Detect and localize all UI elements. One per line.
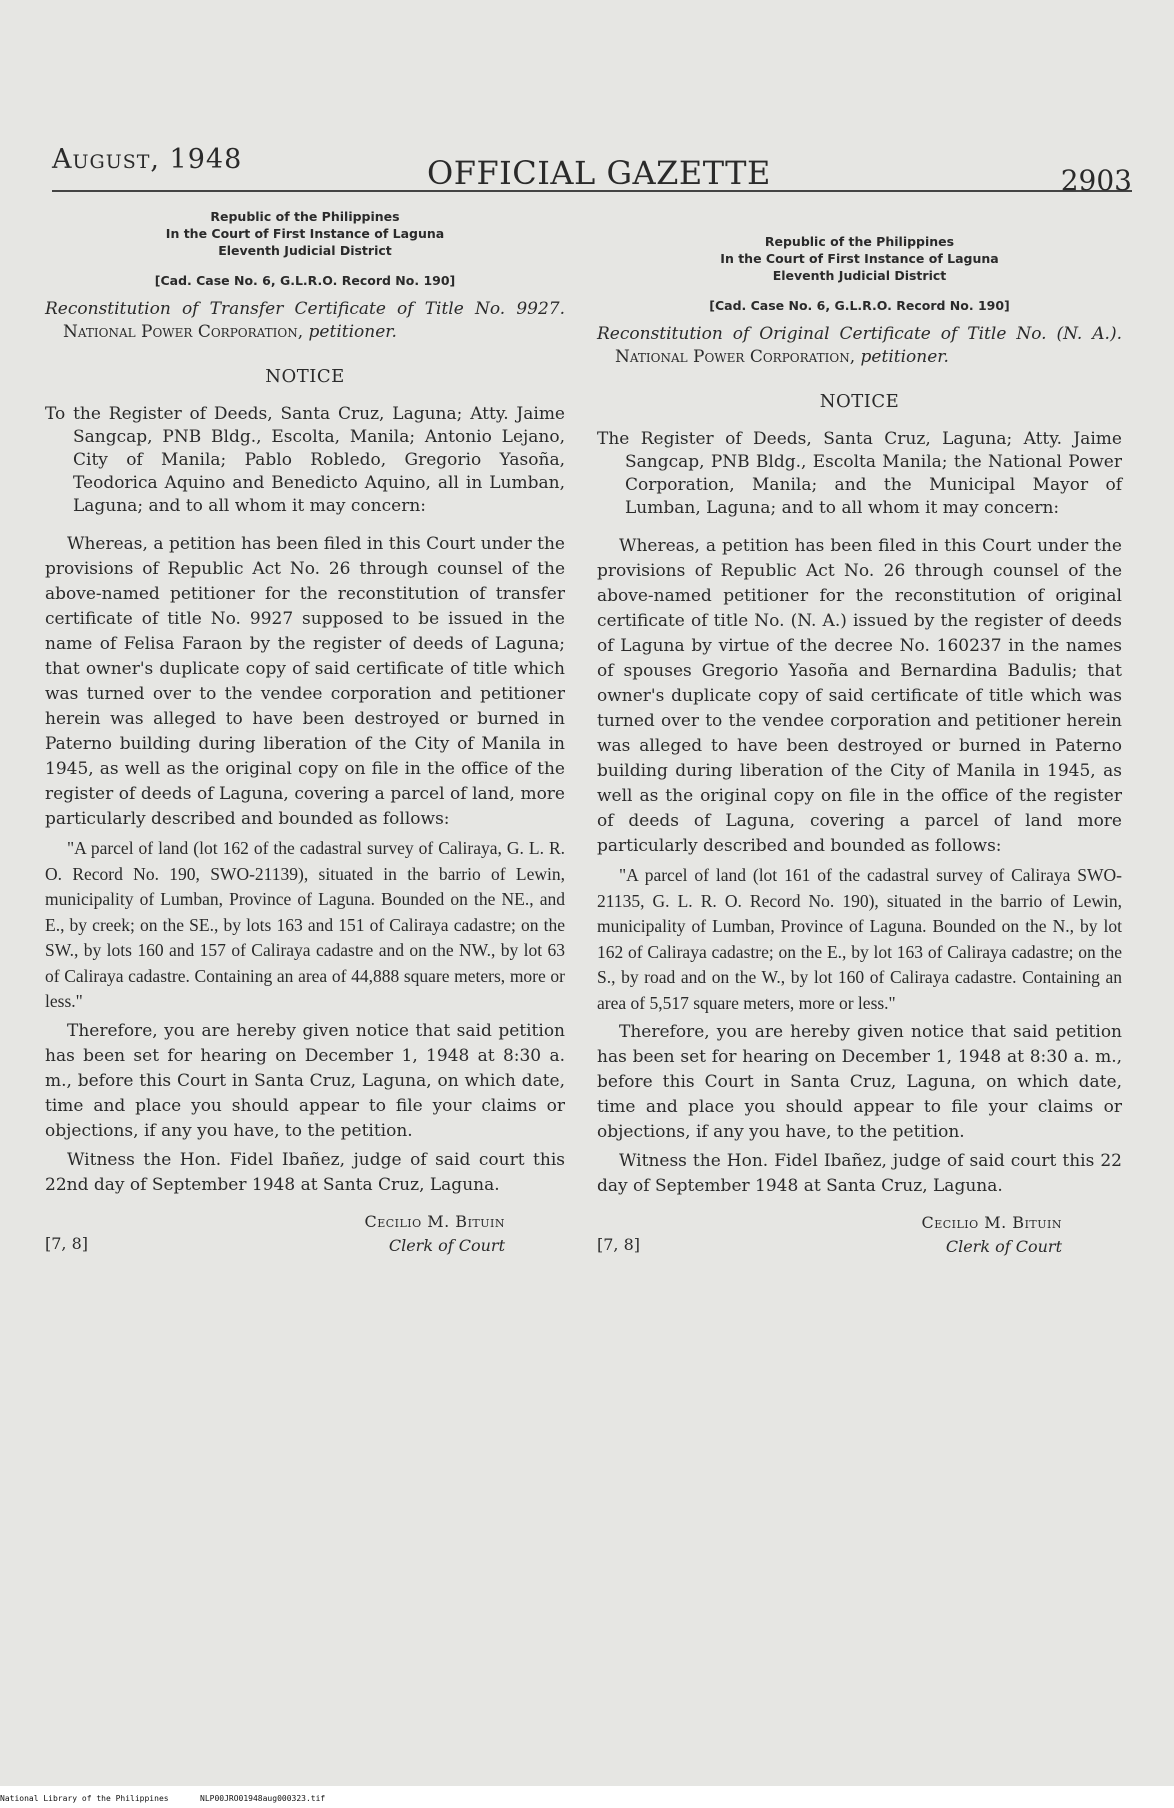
parcel-description: "A parcel of land (lot 161 of the cadastral survey of Caliraya SWO-21135, G. L. R. O. Record No. 190), situated in the barrio of Lewin, municipality of Lumban, Province of Laguna. Bounded on the N., by lot 162 of Caliraya cadastre; on the E., by lot 163 of Caliraya cadastre; on the S., by road and on the W., by lot 160 of Caliraya cadastre. Containing an area of 5,517 square meters, more or less." bbox=[597, 865, 1122, 1013]
whereas-paragraph: Whereas, a petition has been filed in this Court under the provisions of Republic Act No. 26 through counsel of the above-named petitioner for the reconstitution of transfer certificate of title No. 9927 supposed to be issued in the name of Felisa Faraon by the register of deeds of Laguna; that owner's duplicate copy of said certificate of title which was turned over to the vendee corporation and petitioner herein was alleged to have been destroyed or burned in Paterno building during liberation of the City of Manila in 1945, as well as the original copy on file in the office of the register of deeds of Laguna, covering a parcel of land, more particularly described and bounded as follows: bbox=[45, 534, 565, 829]
left-notice bbox=[45, 208, 565, 1268]
case-record: [Cad. Case No. 6, G.L.R.O. Record No. 190] bbox=[709, 298, 1010, 313]
notice-heading: NOTICE bbox=[819, 391, 900, 412]
court-caption bbox=[597, 233, 1122, 284]
petitioner-name: National Power Corporation, bbox=[63, 322, 304, 342]
hearing-paragraph: Therefore, you are hereby given notice that said petition has been set for hearing on December 1, 1948 at 8:30 a. m., before this Court in Santa Cruz, Laguna, on which date, time and place you should appear to file your claims or objections, if any you have, to the petition. bbox=[45, 1020, 565, 1141]
issue-reference: [7, 8] bbox=[597, 1235, 641, 1254]
court-line: Republic of the Philippines bbox=[210, 209, 400, 224]
court-caption bbox=[45, 208, 565, 259]
court-line: Republic of the Philippines bbox=[764, 234, 955, 249]
notice-heading: NOTICE bbox=[265, 366, 345, 387]
addressees: To the Register of Deeds, Santa Cruz, Laguna; Atty. Jaime Sangcap, PNB Bldg., Escolta, Manila; Antonio Lejano, City of Manila; Pablo Robledo, Gregorio Yasoña, Teodorica Aquino and Benedicto Aquino, all in Lumban, Laguna; and to all whom it may concern: bbox=[45, 404, 565, 516]
signatory-name: Cecilio M. Bituin bbox=[364, 1211, 505, 1231]
witness-paragraph: Witness the Hon. Fidel Ibañez, judge of said court this 22 day of September 1948 at Santa Cruz, Laguna. bbox=[597, 1151, 1122, 1196]
signatory-name: Cecilio M. Bituin bbox=[921, 1213, 1062, 1232]
case-title-text: Reconstitution of Transfer Certificate of Title No. 9927. bbox=[45, 299, 565, 319]
hearing-paragraph: Therefore, you are hereby given notice that said petition has been set for hearing on December 1, 1948 at 8:30 a. m., before this Court in Santa Cruz, Laguna, on which date, time and place you should appear to file your claims or objections, if any you have, to the petition. bbox=[597, 1022, 1122, 1142]
court-line: Eleventh Judicial District bbox=[772, 268, 947, 283]
signature-block bbox=[45, 1212, 565, 1268]
petitioner-name: National Power Corporation, bbox=[615, 347, 856, 367]
issue-date: August, 1948 bbox=[52, 144, 243, 175]
court-line: In the Court of First Instance of Laguna bbox=[165, 226, 445, 241]
petitioner-role: petitioner. bbox=[860, 347, 949, 367]
whereas-paragraph: Whereas, a petition has been filed in this Court under the provisions of Republic Act No. 26 through counsel of the above-named petitioner for the reconstitution of original certificate of title No. (N. A.) issued by the register of deeds of Laguna by virtue of the decree No. 160237 in the names of spouses Gregorio Yasoña and Bernardina Badulis; that owner's duplicate copy of said certificate of title which was turned over to the vendee corporation and petitioner herein was alleged to have been destroyed or burned in Paterno building during liberation of the City of Manila in 1945, as well as the original copy on file in the office of the register of deeds of Laguna, covering a parcel of land more particularly described and bounded as follows: bbox=[597, 536, 1122, 856]
case-title bbox=[597, 323, 1122, 369]
parcel-description: "A parcel of land (lot 162 of the cadastral survey of Caliraya, G. L. R. O. Record No. 190, SWO-21139), situated in the barrio of Lewin, municipality of Lumban, Province of Laguna. Bounded on the NE., and E., by creek; on the SE., by lots 163 and 151 of Caliraya cadastre; on the SW., by lots 160 and 157 of Caliraya cadastre and on the NW., by lot 63 of Caliraya cadastre. Containing an area of 44,888 square meters, more or less." bbox=[45, 838, 565, 1011]
page-number: 2903 bbox=[1060, 164, 1132, 197]
right-notice bbox=[597, 233, 1122, 1269]
addressees: The Register of Deeds, Santa Cruz, Laguna; Atty. Jaime Sangcap, PNB Bldg., Escolta Manila; the National Power Corporation, Manila; and the Municipal Mayor of Lumban, Laguna; and to all whom it may concern: bbox=[597, 429, 1122, 518]
petitioner-role: petitioner. bbox=[308, 322, 397, 342]
issue-reference: [7, 8] bbox=[45, 1233, 89, 1253]
scan-filename: NLP00JRO01948aug000323.tif bbox=[200, 1794, 326, 1803]
case-record: [Cad. Case No. 6, G.L.R.O. Record No. 190] bbox=[154, 273, 456, 288]
court-line: Eleventh Judicial District bbox=[218, 243, 392, 258]
witness-paragraph: Witness the Hon. Fidel Ibañez, judge of said court this 22nd day of September 1948 at Santa Cruz, Laguna. bbox=[45, 1149, 565, 1195]
signatory-title: Clerk of Court bbox=[388, 1235, 505, 1255]
signature-block bbox=[597, 1213, 1122, 1269]
court-line: In the Court of First Instance of Laguna bbox=[720, 251, 999, 266]
publication-title: OFFICIAL GAZETTE bbox=[427, 154, 771, 192]
case-title-text: Reconstitution of Original Certificate of Title No. (N. A.). bbox=[597, 324, 1122, 344]
signatory-title: Clerk of Court bbox=[945, 1237, 1062, 1256]
scan-library: National Library of the Philippines bbox=[0, 1794, 169, 1803]
case-title bbox=[45, 298, 565, 344]
scan-footer bbox=[0, 1786, 1174, 1808]
page-header bbox=[52, 140, 1132, 197]
